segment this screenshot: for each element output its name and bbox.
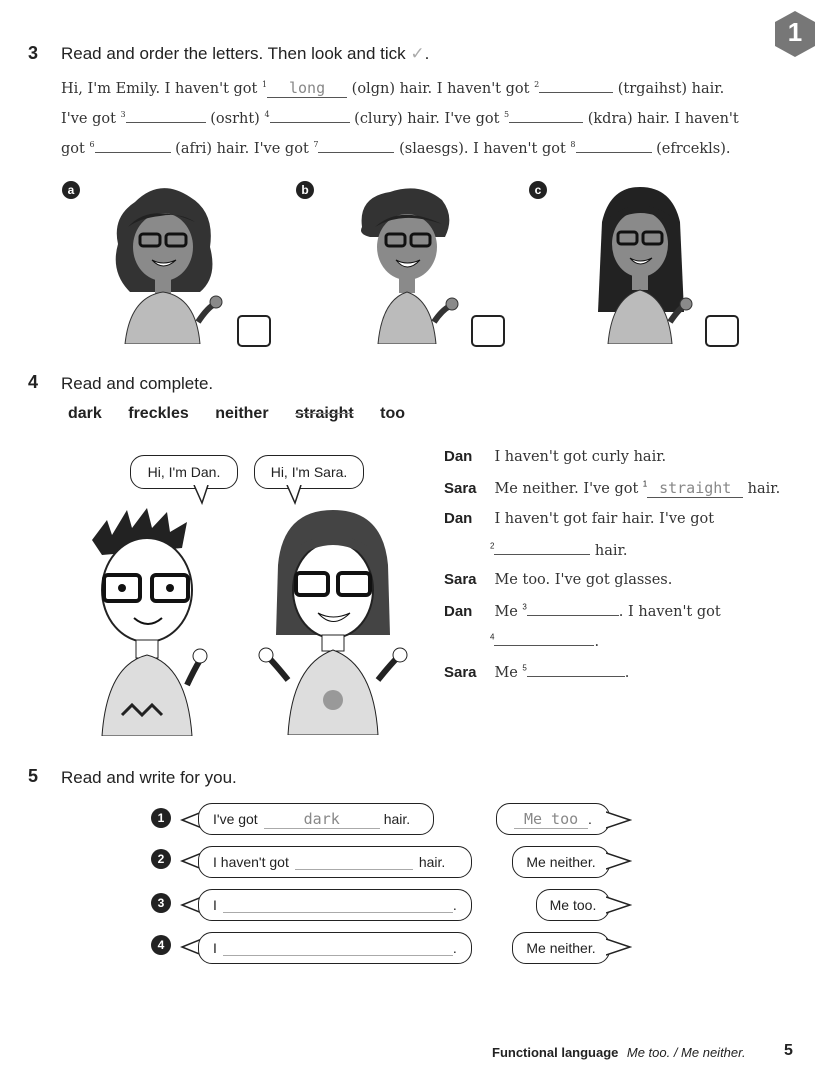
bubble-tail-sara (285, 485, 305, 505)
sara-illustration (258, 505, 408, 735)
word-straight: straight (295, 405, 354, 422)
reply-bubble-4: Me neither. (512, 932, 610, 964)
footer-label: Functional language (492, 1045, 619, 1060)
exercise-3-number: 3 (28, 43, 39, 63)
speaker-sara: Sara (444, 480, 477, 497)
speaker-sara: Sara (444, 664, 477, 681)
exercise-5-instruction: Read and write for you. (61, 768, 237, 787)
picture-label-c: c (529, 181, 547, 199)
exercise-4-number: 4 (28, 372, 39, 392)
word-box (68, 405, 405, 423)
reply-bubble-3: Me too. (536, 889, 610, 921)
reply-bubble-2: Me neither. (512, 846, 610, 878)
row-2-answer[interactable] (295, 855, 413, 870)
answer-blank-7[interactable] (318, 138, 394, 153)
speaker-dan: Dan (444, 603, 473, 620)
exercise-3-instruction: Read and order the letters. Then look and tick ✓. (61, 44, 430, 63)
exercise-4-instruction: Read and complete. (61, 374, 214, 393)
bubble-tail-right (606, 937, 632, 957)
write-bubble-2[interactable]: I haven't got hair. (198, 846, 472, 878)
picture-label-a: a (62, 181, 80, 199)
row-number-2: 2 (151, 849, 171, 869)
answer-blank-3[interactable] (126, 108, 206, 123)
speaker-dan: Dan (444, 510, 473, 527)
boy-curly-short-hair-illustration (350, 182, 462, 344)
girl-straight-long-hair-illustration (580, 182, 700, 344)
write-bubble-3[interactable]: I . (198, 889, 472, 921)
bubble-tail-right (606, 895, 632, 915)
page-number: 5 (784, 1042, 793, 1059)
dialogue-answer-2[interactable] (494, 540, 590, 555)
girl-curly-long-hair-illustration (100, 182, 230, 344)
word-too: too (380, 405, 405, 422)
write-bubble-4[interactable]: I . (198, 932, 472, 964)
dialogue-answer-3[interactable] (527, 601, 619, 616)
answer-blank-2[interactable] (539, 78, 613, 93)
picture-label-b: b (296, 181, 314, 199)
word-freckles: freckles (128, 405, 189, 422)
footer (492, 1044, 746, 1062)
bubble-tail-right (606, 810, 632, 830)
tick-box-b[interactable] (471, 315, 505, 347)
exercise-5-number: 5 (28, 766, 39, 786)
answer-blank-5[interactable] (509, 108, 583, 123)
speaker-dan: Dan (444, 448, 473, 465)
dialogue-answer-4[interactable] (494, 631, 594, 646)
tick-box-a[interactable] (237, 315, 271, 347)
write-bubble-1[interactable]: I've got dark hair. (198, 803, 434, 835)
row-number-1: 1 (151, 808, 171, 828)
answer-blank-8[interactable] (576, 138, 652, 153)
ex3-line-1: Hi, I'm Emily. I haven't got $^1$ long (olgn) hair. I haven't got $^2$ (trgaihst) hair. (61, 79, 725, 97)
answer-blank-4[interactable] (270, 108, 350, 123)
tick-icon: ✓ (410, 44, 425, 63)
unit-badge (773, 10, 817, 58)
row-3-answer[interactable] (223, 898, 453, 913)
word-neither: neither (215, 405, 269, 422)
dialogue-answer-1[interactable]: straight (647, 479, 743, 498)
answer-blank-6[interactable] (95, 138, 171, 153)
footer-phrase: Me too. / Me neither. (626, 1045, 746, 1060)
answer-blank-1[interactable]: long (267, 79, 347, 98)
unit-number: 1 (787, 17, 803, 47)
row-4-answer[interactable] (223, 941, 453, 956)
dan-illustration (82, 500, 212, 736)
bubble-tail-right (606, 851, 632, 871)
word-dark: dark (68, 405, 102, 422)
row-number-4: 4 (151, 935, 171, 955)
reply-bubble-1[interactable]: Me too . (496, 803, 610, 835)
speech-bubble-dan: Hi, I'm Dan. (130, 455, 238, 489)
tick-box-c[interactable] (705, 315, 739, 347)
dialogue-answer-5[interactable] (527, 662, 625, 677)
instruction-text: Read and order the letters. Then look and tick (61, 44, 406, 63)
row-number-3: 3 (151, 893, 171, 913)
ex3-line-2: I've got $^3$ (osrht) $^4$ (clury) hair. I've got $^5$ (kdra) hair. I haven't (61, 108, 739, 127)
ex3-line-3: got $^6$ (afri) hair. I've got $^7$ (slaesgs). I haven't got $^8$ (efrcekls). (61, 138, 730, 157)
speech-bubble-sara: Hi, I'm Sara. (254, 455, 364, 489)
row-1-answer[interactable]: dark (264, 810, 380, 829)
speaker-sara: Sara (444, 571, 477, 588)
